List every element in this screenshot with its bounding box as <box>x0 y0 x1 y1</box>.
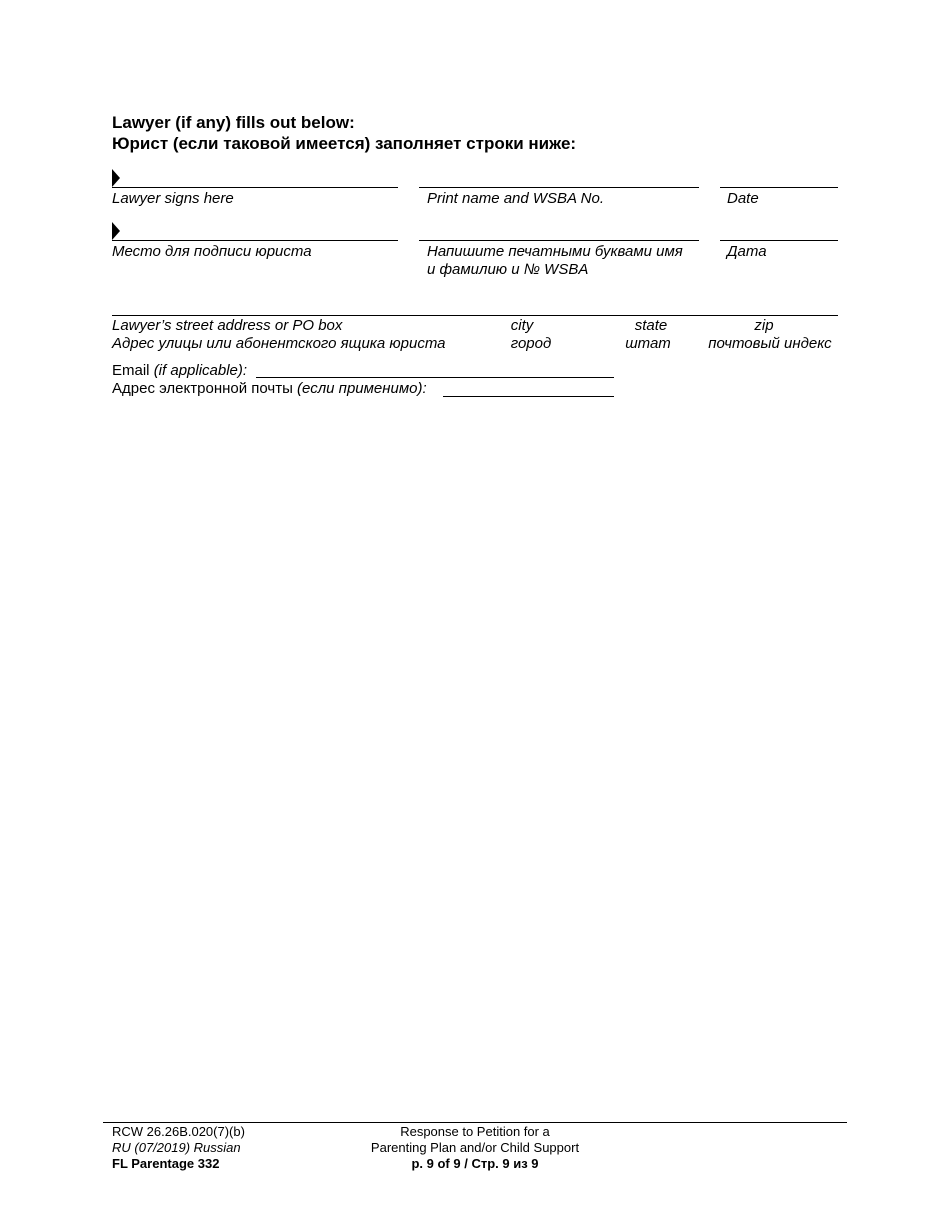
footer-page-number: p. 9 of 9 / Стр. 9 из 9 <box>411 1156 539 1171</box>
email-field-line[interactable] <box>256 377 614 378</box>
print-name-label-ru-line1: Напишите печатными буквами имя <box>427 243 683 260</box>
zip-label: zip <box>754 317 774 334</box>
email-qualifier: (if applicable): <box>153 362 248 379</box>
street-address-label-ru: Адрес улицы или абонентского ящика юриста <box>112 335 446 352</box>
print-name-label: Print name and WSBA No. <box>427 190 605 207</box>
date-label-ru: Дата <box>727 243 767 260</box>
print-name-wsba-line[interactable] <box>419 187 699 188</box>
section-title-ru: Юрист (если таковой имеется) заполняет строки ниже: <box>112 134 577 153</box>
email-field-line-ru[interactable] <box>443 396 614 397</box>
date-line-ru[interactable] <box>720 240 838 241</box>
address-line[interactable] <box>112 315 838 316</box>
lawyer-signs-label: Lawyer signs here <box>112 190 234 207</box>
print-name-wsba-line-ru[interactable] <box>419 240 699 241</box>
state-label-ru: штат <box>625 335 671 352</box>
date-label: Date <box>727 190 759 207</box>
lawyer-signature-line-ru[interactable] <box>112 240 398 241</box>
email-prefix: Email <box>112 362 154 379</box>
footer-rule <box>103 1122 847 1123</box>
sign-here-arrow-icon <box>112 169 120 187</box>
date-line[interactable] <box>720 187 838 188</box>
zip-label-ru: почтовый индекс <box>708 335 832 352</box>
footer-title-line1: Response to Petition for a <box>400 1124 550 1139</box>
print-name-label-ru-line2: и фамилию и № WSBA <box>427 261 589 278</box>
email-label-ru <box>112 380 427 398</box>
section-title-en: Lawyer (if any) fills out below: <box>112 113 355 132</box>
lawyer-signature-line[interactable] <box>112 187 398 188</box>
sign-here-arrow-icon <box>112 222 120 240</box>
lawyer-signs-label-ru: Место для подписи юриста <box>112 243 312 260</box>
email-label <box>112 362 247 380</box>
email-prefix-ru: Адрес электронной почты <box>112 380 298 397</box>
city-label: city <box>510 317 534 334</box>
footer-version: RU (07/2019) Russian <box>112 1140 241 1155</box>
email-qualifier-ru: (если применимо): <box>297 380 427 397</box>
city-label-ru: город <box>510 335 552 352</box>
footer-rcw: RCW 26.26B.020(7)(b) <box>112 1124 245 1139</box>
street-address-label: Lawyer’s street address or PO box <box>112 317 343 334</box>
footer-form-id: FL Parentage 332 <box>112 1156 220 1171</box>
state-label: state <box>634 317 668 334</box>
footer-title-line2: Parenting Plan and/or Child Support <box>370 1140 580 1155</box>
